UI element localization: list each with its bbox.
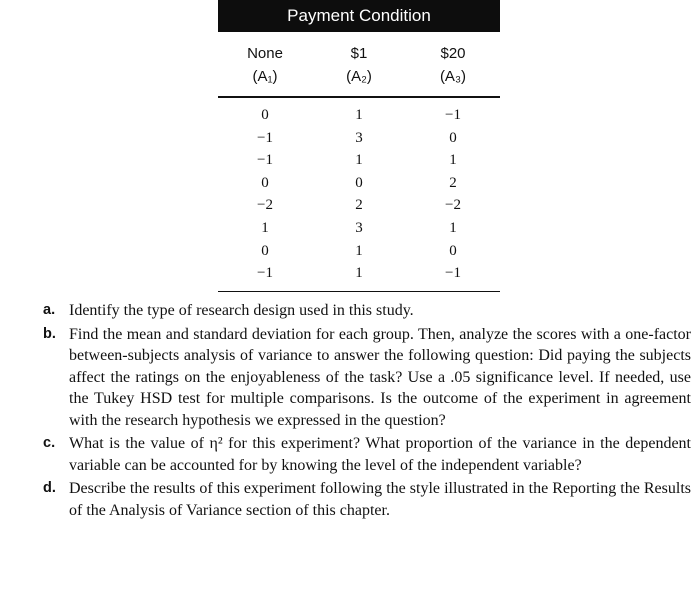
column-sub: (A₃) [439, 68, 467, 85]
question-b [43, 324, 691, 432]
column-label: $20 [440, 45, 466, 62]
question-letter: b. [43, 325, 56, 342]
column-headers [218, 42, 500, 88]
table-cell: 0 [261, 242, 269, 259]
table-cell: 3 [355, 219, 363, 236]
question-text: Identify the type of research design used in this study. [69, 302, 414, 319]
table-cell: −1 [445, 265, 461, 282]
payment-table [218, 0, 500, 292]
table-cell: 1 [355, 152, 363, 169]
question-text: Find the mean and standard deviation for each group. Then, analyze the scores with a one-factor between-subjects analysis of variance to answer the following question: Did paying the subjects affect the ratings on the enjoyableness of the task? Use a .05 significance level. If needed, use the Tukey HSD test for multiple comparisons. Is the outcome of the experiment in agreement with the research hypothesis we expressed in the question? [69, 325, 691, 429]
table-row [218, 240, 500, 263]
table-cell: 0 [449, 242, 457, 259]
column-label: $1 [350, 45, 368, 62]
table-cell: 1 [449, 152, 457, 169]
question-c [43, 433, 691, 476]
question-a [43, 300, 691, 322]
table-cell: −1 [445, 107, 461, 123]
question-letter: c. [43, 435, 56, 451]
table-row [218, 149, 500, 172]
table-cell: −1 [257, 265, 273, 282]
table-row [218, 172, 500, 195]
question-list [43, 300, 691, 523]
table-cell: 0 [261, 107, 269, 123]
table-body [218, 104, 500, 285]
question-letter: d. [43, 480, 56, 496]
table-cell: 3 [355, 129, 363, 146]
question-letter: a. [43, 302, 56, 318]
table-cell: −2 [445, 197, 461, 214]
table-cell: 2 [355, 197, 363, 214]
table-cell: 1 [355, 265, 363, 282]
column-label: None [247, 45, 283, 62]
table-row [218, 194, 500, 217]
footer-rule [218, 291, 500, 292]
table-row [218, 127, 500, 150]
table-header: Payment Condition [218, 0, 500, 32]
table-cell: 1 [261, 219, 269, 236]
column-header-20-dollar [406, 42, 500, 88]
table-cell: −2 [257, 197, 273, 214]
table-cell: 0 [355, 174, 363, 191]
column-header-none [218, 42, 312, 88]
header-rule [218, 96, 500, 98]
table-cell: 1 [355, 242, 363, 259]
table-cell: 1 [449, 219, 457, 236]
table-cell: −1 [257, 152, 273, 169]
table-row [218, 262, 500, 285]
table-cell: 2 [449, 174, 457, 191]
table-cell: 0 [449, 129, 457, 146]
table-cell: −1 [257, 129, 273, 146]
table-row [218, 217, 500, 240]
column-sub: (A₂) [346, 68, 372, 85]
column-sub: (A₁) [252, 68, 278, 85]
table-cell: 1 [355, 107, 363, 123]
question-text: What is the value of η² for this experiment? What proportion of the variance in the dependent variable can be accounted for by knowing the level of the independent variable? [69, 435, 691, 474]
table-row [218, 104, 500, 127]
question-d [43, 478, 691, 521]
column-header-1-dollar [312, 42, 406, 88]
table-cell: 0 [261, 174, 269, 191]
question-text: Describe the results of this experiment following the style illustrated in the Reporting the Results of the Analysis of Variance section of this chapter. [69, 480, 691, 519]
